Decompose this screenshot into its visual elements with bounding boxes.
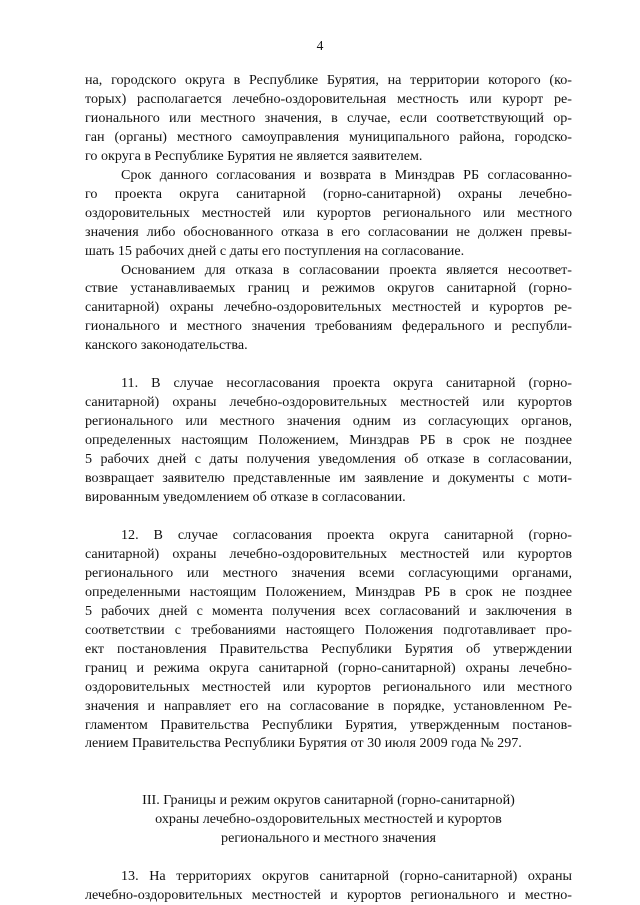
text-line: гламентом Правительства Республики Бурятия, утвержденным постанов- [85,716,572,733]
paragraph-term [85,166,572,261]
text-line: регионального или местного значения всеми согласующими органами, [85,564,572,581]
text-line: 5 рабочих дней с даты получения уведомления об отказе в согласовании, [85,451,572,468]
text-line: на, городского округа в Республике Бурятия, на территории которого (ко- [85,72,572,88]
text-line: Основанием для отказа в согласовании проекта является несоответ- [121,261,572,278]
text-line: значения либо обоснованного отказа в его согласовании не должен превы- [85,223,572,240]
text-line: вированным уведомлением об отказе в согласовании. [85,489,406,506]
text-line: санитарной) охраны лечебно-оздоровительных местностей или курортов [85,545,572,562]
text-line: го округа в Республике Бурятия не является заявителем. [85,147,423,164]
spacer [85,355,572,374]
text-line: гионального и местного значения требованиям федерального и республи- [85,318,572,335]
text-line: оздоровительных местностей или курортов регионального или местного [85,204,572,221]
text-line: шать 15 рабочих дней с даты его поступления на согласование. [85,242,465,259]
document-body [85,71,572,905]
text-line: 13. На территориях округов санитарной (горно-санитарной) охраны [121,868,572,885]
text-line: гионального или местного значения, в случае, если соответствующий ор- [85,109,572,126]
text-line: определенных настоящим Положением, Минздрав РБ в срок не позднее [85,432,572,449]
item-11 [85,374,572,507]
text-line: Срок данного согласования и возврата в Минздрав РБ согласованно- [121,166,572,183]
paragraph-continuation [85,71,572,166]
item-12 [85,526,572,753]
text-line: ган (органы) местного самоуправления муниципального района, городско- [85,128,572,145]
text-line: ект постановления Правительства Республики Бурятия об утверждении [85,640,572,657]
section-heading [85,791,572,848]
text-line: границ и режима округа санитарной (горно-санитарной) охраны лечебно- [85,659,572,676]
text-line: лечебно-оздоровительных местностей и курортов регионального и местно- [85,887,572,904]
text-line: канского законодательства. [85,337,248,354]
text-line: значения и направляет его на согласование в порядке, установленном Ре- [85,697,572,714]
text-line: возвращает заявителю представленные им заявление и документы с моти- [85,470,572,487]
text-line: оздоровительных местностей или курортов регионального или местного [85,678,572,695]
heading-line: III. Границы и режим округов санитарной (горно-санитарной) [142,792,515,809]
spacer [85,753,572,791]
text-line: лением Правительства Республики Бурятия от 30 июля 2009 года № 297. [85,735,522,752]
text-line: регионального или местного значения одним из согласующих органов, [85,413,572,430]
text-line: торых) располагается лечебно-оздоровительная местность или курорт ре- [85,90,572,107]
text-line: 12. В случае согласования проекта округа санитарной (горно- [121,526,572,543]
item-13 [85,867,572,905]
text-line: 11. В случае несогласования проекта округа санитарной (горно- [121,375,572,392]
heading-line: охраны лечебно-оздоровительных местностей и курортов [155,811,502,828]
text-line: определенными настоящим Положением, Минздрав РБ в срок не позднее [85,583,572,600]
text-line: санитарной) охраны лечебно-оздоровительных местностей и курортов ре- [85,299,572,316]
spacer [85,507,572,526]
text-line: соответствии с требованиями настоящего Положения подготавливает про- [85,621,572,638]
paragraph-refusal [85,261,572,356]
text-line: ствие устанавливаемых границ и режимов округов санитарной (горно- [85,280,572,297]
text-line: го проекта округа санитарной (горно-санитарной) охраны лечебно- [85,185,572,202]
heading-line: регионального и местного значения [221,830,436,847]
text-line: санитарной) охраны лечебно-оздоровительных местностей или курортов [85,394,572,411]
spacer [85,848,572,867]
text-line: 5 рабочих дней с момента получения всех согласований и заключения в [85,602,572,619]
page-number: 4 [316,38,324,53]
